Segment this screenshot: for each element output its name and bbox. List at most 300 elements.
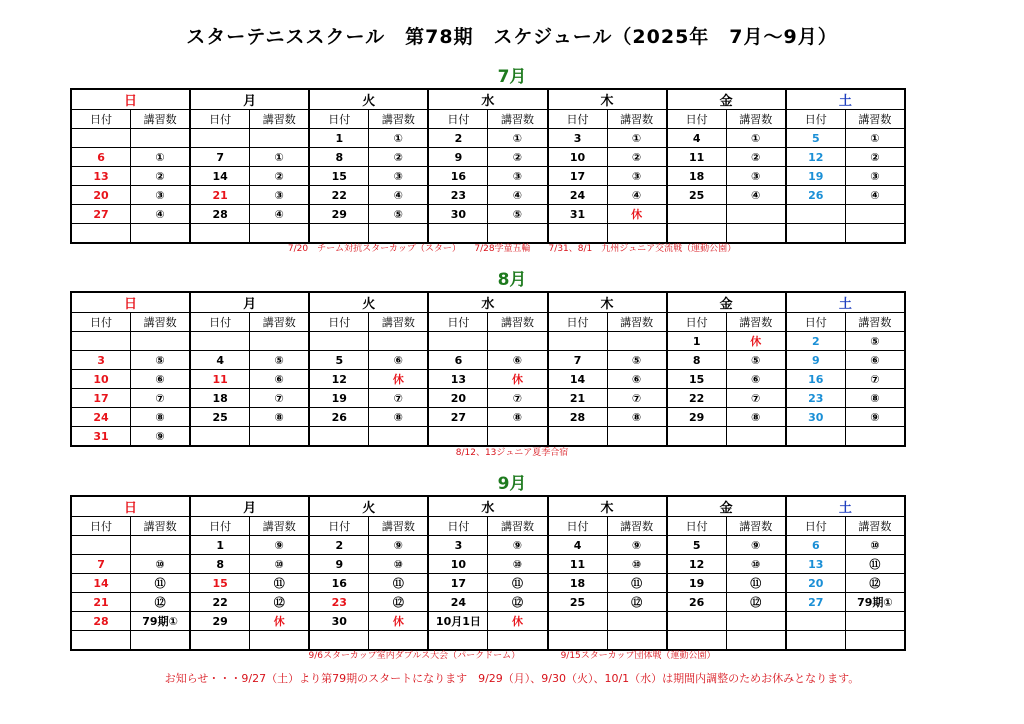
date-cell <box>309 427 369 447</box>
date-cell <box>428 332 488 351</box>
count-column-header: 講習数 <box>726 110 786 129</box>
weekday-wed: 水 <box>428 292 547 313</box>
lesson-count-cell: ⑪ <box>607 574 667 593</box>
calendar-august <box>70 291 906 447</box>
lesson-count-cell: ① <box>488 129 548 148</box>
date-column-header: 日付 <box>786 517 846 536</box>
calendar-september <box>70 495 906 651</box>
week-row <box>71 536 905 555</box>
date-column-header: 日付 <box>71 313 131 332</box>
date-cell: 10 <box>428 555 488 574</box>
lesson-count-cell: ⑧ <box>607 408 667 427</box>
column-header-row <box>71 110 905 129</box>
date-column-header: 日付 <box>667 313 727 332</box>
lesson-count-cell: ② <box>607 148 667 167</box>
weekday-tue: 火 <box>309 89 428 110</box>
lesson-count-cell: ⑧ <box>726 408 786 427</box>
week-row <box>71 555 905 574</box>
date-cell: 19 <box>786 167 846 186</box>
lesson-count-cell: 休 <box>488 370 548 389</box>
date-cell: 18 <box>667 167 727 186</box>
lesson-count-cell: ④ <box>369 186 429 205</box>
lesson-count-cell: ④ <box>607 186 667 205</box>
date-cell: 1 <box>309 129 369 148</box>
lesson-count-cell: ④ <box>726 186 786 205</box>
weekday-wed: 水 <box>428 496 547 517</box>
count-column-header: 講習数 <box>369 313 429 332</box>
date-cell: 7 <box>190 148 250 167</box>
lesson-count-cell: ② <box>845 148 905 167</box>
date-cell: 4 <box>190 351 250 370</box>
date-cell: 22 <box>667 389 727 408</box>
date-cell: 9 <box>428 148 488 167</box>
date-cell: 16 <box>428 167 488 186</box>
date-cell <box>71 536 131 555</box>
date-cell: 29 <box>667 408 727 427</box>
lesson-count-cell <box>845 612 905 631</box>
week-row <box>71 332 905 351</box>
lesson-count-cell: ① <box>845 129 905 148</box>
weekday-fri: 金 <box>667 496 786 517</box>
week-row <box>71 389 905 408</box>
lesson-count-cell: ⑦ <box>250 389 310 408</box>
count-column-header: 講習数 <box>607 110 667 129</box>
lesson-count-cell: ⑤ <box>250 351 310 370</box>
lesson-count-cell: 79期① <box>845 593 905 612</box>
count-column-header: 講習数 <box>726 313 786 332</box>
lesson-count-cell: ① <box>607 129 667 148</box>
date-cell <box>786 612 846 631</box>
week-row <box>71 427 905 447</box>
date-cell: 26 <box>786 186 846 205</box>
date-cell <box>71 332 131 351</box>
date-cell: 23 <box>309 593 369 612</box>
weekday-mon: 月 <box>190 89 309 110</box>
lesson-count-cell <box>250 129 310 148</box>
week-row <box>71 129 905 148</box>
lesson-count-cell: ⑨ <box>488 536 548 555</box>
date-cell: 15 <box>309 167 369 186</box>
lesson-count-cell: 休 <box>369 612 429 631</box>
count-column-header: 講習数 <box>131 313 191 332</box>
date-cell: 23 <box>428 186 488 205</box>
month-title-august: 8月 <box>497 270 527 290</box>
date-cell: 7 <box>548 351 608 370</box>
date-cell: 3 <box>548 129 608 148</box>
date-cell: 1 <box>190 536 250 555</box>
date-cell <box>428 427 488 447</box>
date-cell: 8 <box>667 351 727 370</box>
date-cell: 4 <box>667 129 727 148</box>
lesson-count-cell: ③ <box>369 167 429 186</box>
weekday-thu: 木 <box>548 292 667 313</box>
date-cell: 6 <box>428 351 488 370</box>
date-cell: 28 <box>190 205 250 224</box>
lesson-count-cell: ⑨ <box>607 536 667 555</box>
date-cell: 5 <box>786 129 846 148</box>
date-cell: 27 <box>71 205 131 224</box>
lesson-count-cell: ⑪ <box>250 574 310 593</box>
date-cell: 21 <box>71 593 131 612</box>
date-cell: 16 <box>309 574 369 593</box>
lesson-count-cell <box>607 612 667 631</box>
date-cell <box>667 205 727 224</box>
lesson-count-cell: ⑨ <box>250 536 310 555</box>
count-column-header: 講習数 <box>131 517 191 536</box>
count-column-header: 講習数 <box>250 313 310 332</box>
lesson-count-cell <box>607 427 667 447</box>
week-row <box>71 612 905 631</box>
date-cell: 31 <box>71 427 131 447</box>
lesson-count-cell: ⑩ <box>726 555 786 574</box>
date-cell <box>190 332 250 351</box>
date-cell: 25 <box>190 408 250 427</box>
weekday-fri: 金 <box>667 292 786 313</box>
date-cell: 25 <box>667 186 727 205</box>
date-cell: 14 <box>190 167 250 186</box>
footer-notice: お知らせ・・・9/27（土）より第79期のスタートになります 9/29（月）、9/30（火）、10/1（水）は期間内調整のためお休みとなります。 <box>164 672 860 685</box>
lesson-count-cell: ⑪ <box>845 555 905 574</box>
lesson-count-cell: ⑫ <box>845 574 905 593</box>
lesson-count-cell: ⑫ <box>726 593 786 612</box>
lesson-count-cell: ② <box>250 167 310 186</box>
date-cell <box>309 332 369 351</box>
date-column-header: 日付 <box>428 517 488 536</box>
weekday-mon: 月 <box>190 496 309 517</box>
date-cell: 30 <box>428 205 488 224</box>
date-cell: 27 <box>786 593 846 612</box>
date-column-header: 日付 <box>309 313 369 332</box>
lesson-count-cell: ⑨ <box>369 536 429 555</box>
date-cell <box>190 129 250 148</box>
date-cell: 29 <box>190 612 250 631</box>
week-row <box>71 593 905 612</box>
week-row <box>71 186 905 205</box>
weekday-sat: 土 <box>786 496 905 517</box>
lesson-count-cell: ⑪ <box>131 574 191 593</box>
weekday-thu: 木 <box>548 89 667 110</box>
weekday-header-row <box>71 496 905 517</box>
lesson-count-cell: ② <box>369 148 429 167</box>
lesson-count-cell: ⑪ <box>369 574 429 593</box>
lesson-count-cell: ⑫ <box>607 593 667 612</box>
date-cell: 12 <box>786 148 846 167</box>
date-cell: 27 <box>428 408 488 427</box>
lesson-count-cell: ② <box>488 148 548 167</box>
lesson-count-cell: 休 <box>607 205 667 224</box>
date-cell: 12 <box>667 555 727 574</box>
lesson-count-cell: ⑧ <box>250 408 310 427</box>
lesson-count-cell: ④ <box>488 186 548 205</box>
week-row <box>71 351 905 370</box>
date-cell: 21 <box>548 389 608 408</box>
lesson-count-cell: ⑩ <box>369 555 429 574</box>
lesson-count-cell: ⑫ <box>250 593 310 612</box>
lesson-count-cell: ③ <box>726 167 786 186</box>
lesson-count-cell: ⑤ <box>369 205 429 224</box>
week-row <box>71 205 905 224</box>
lesson-count-cell: ⑥ <box>250 370 310 389</box>
date-cell: 5 <box>667 536 727 555</box>
date-cell: 26 <box>667 593 727 612</box>
date-cell: 17 <box>71 389 131 408</box>
weekday-sat: 土 <box>786 292 905 313</box>
weekday-fri: 金 <box>667 89 786 110</box>
date-cell: 13 <box>71 167 131 186</box>
date-cell <box>786 427 846 447</box>
lesson-count-cell: ③ <box>607 167 667 186</box>
lesson-count-cell: ① <box>726 129 786 148</box>
lesson-count-cell: ⑥ <box>607 370 667 389</box>
weekday-header-row <box>71 292 905 313</box>
date-cell: 6 <box>71 148 131 167</box>
lesson-count-cell: ⑩ <box>250 555 310 574</box>
count-column-header: 講習数 <box>607 313 667 332</box>
date-cell: 30 <box>786 408 846 427</box>
lesson-count-cell <box>131 536 191 555</box>
weekday-thu: 木 <box>548 496 667 517</box>
date-cell: 2 <box>786 332 846 351</box>
lesson-count-cell: ⑩ <box>131 555 191 574</box>
lesson-count-cell: ⑤ <box>726 351 786 370</box>
lesson-count-cell <box>607 332 667 351</box>
lesson-count-cell <box>488 332 548 351</box>
date-cell: 2 <box>428 129 488 148</box>
lesson-count-cell: ⑤ <box>131 351 191 370</box>
lesson-count-cell: ⑩ <box>845 536 905 555</box>
date-cell: 14 <box>71 574 131 593</box>
date-cell: 15 <box>190 574 250 593</box>
date-cell: 11 <box>190 370 250 389</box>
date-cell: 24 <box>428 593 488 612</box>
date-cell: 13 <box>428 370 488 389</box>
lesson-count-cell: ③ <box>845 167 905 186</box>
lesson-count-cell <box>845 427 905 447</box>
date-cell: 30 <box>309 612 369 631</box>
calendar-july <box>70 88 906 244</box>
date-cell: 8 <box>309 148 369 167</box>
date-cell: 20 <box>71 186 131 205</box>
date-cell: 10 <box>71 370 131 389</box>
count-column-header: 講習数 <box>250 517 310 536</box>
page-title: スターテニススクール 第78期 スケジュール（2025年 7月～9月） <box>186 26 838 48</box>
date-cell: 23 <box>786 389 846 408</box>
date-cell: 4 <box>548 536 608 555</box>
date-column-header: 日付 <box>309 517 369 536</box>
lesson-count-cell <box>488 427 548 447</box>
weekday-sun: 日 <box>71 292 190 313</box>
date-cell <box>190 427 250 447</box>
date-cell: 22 <box>190 593 250 612</box>
date-cell: 7 <box>71 555 131 574</box>
count-column-header: 講習数 <box>488 110 548 129</box>
lesson-count-cell: ⑫ <box>369 593 429 612</box>
date-cell: 24 <box>548 186 608 205</box>
date-cell: 10月1日 <box>428 612 488 631</box>
lesson-count-cell: ⑨ <box>845 408 905 427</box>
date-cell: 8 <box>190 555 250 574</box>
lesson-count-cell: ⑨ <box>726 536 786 555</box>
lesson-count-cell <box>845 205 905 224</box>
date-cell: 28 <box>548 408 608 427</box>
weekday-tue: 火 <box>309 292 428 313</box>
count-column-header: 講習数 <box>845 110 905 129</box>
lesson-count-cell: ⑥ <box>131 370 191 389</box>
date-cell: 11 <box>548 555 608 574</box>
lesson-count-cell: ⑤ <box>607 351 667 370</box>
date-column-header: 日付 <box>190 313 250 332</box>
lesson-count-cell: ① <box>131 148 191 167</box>
lesson-count-cell: ③ <box>250 186 310 205</box>
date-cell: 22 <box>309 186 369 205</box>
week-row <box>71 408 905 427</box>
lesson-count-cell: ⑦ <box>131 389 191 408</box>
count-column-header: 講習数 <box>250 110 310 129</box>
date-column-header: 日付 <box>71 517 131 536</box>
lesson-count-cell <box>369 332 429 351</box>
note-august: 8/12、13ジュニア夏季合宿 <box>455 448 569 458</box>
lesson-count-cell: ⑧ <box>488 408 548 427</box>
date-column-header: 日付 <box>548 110 608 129</box>
count-column-header: 講習数 <box>488 313 548 332</box>
lesson-count-cell: ⑥ <box>726 370 786 389</box>
date-cell: 15 <box>667 370 727 389</box>
date-cell <box>548 612 608 631</box>
date-cell: 31 <box>548 205 608 224</box>
weekday-header-row <box>71 89 905 110</box>
week-row <box>71 167 905 186</box>
lesson-count-cell <box>250 427 310 447</box>
lesson-count-cell <box>726 612 786 631</box>
week-row <box>71 148 905 167</box>
count-column-header: 講習数 <box>845 517 905 536</box>
lesson-count-cell: ② <box>726 148 786 167</box>
lesson-count-cell: ⑪ <box>488 574 548 593</box>
date-column-header: 日付 <box>548 517 608 536</box>
lesson-count-cell: ⑦ <box>845 370 905 389</box>
weekday-mon: 月 <box>190 292 309 313</box>
lesson-count-cell: ③ <box>488 167 548 186</box>
date-cell: 24 <box>71 408 131 427</box>
date-cell <box>548 332 608 351</box>
lesson-count-cell: ⑫ <box>131 593 191 612</box>
lesson-count-cell: ⑥ <box>488 351 548 370</box>
lesson-count-cell <box>369 427 429 447</box>
weekday-sun: 日 <box>71 89 190 110</box>
date-cell: 20 <box>786 574 846 593</box>
lesson-count-cell: ④ <box>131 205 191 224</box>
date-column-header: 日付 <box>71 110 131 129</box>
lesson-count-cell: ⑦ <box>607 389 667 408</box>
date-cell: 2 <box>309 536 369 555</box>
date-cell <box>667 612 727 631</box>
date-column-header: 日付 <box>428 313 488 332</box>
date-cell: 17 <box>428 574 488 593</box>
week-row <box>71 370 905 389</box>
date-cell: 14 <box>548 370 608 389</box>
count-column-header: 講習数 <box>488 517 548 536</box>
lesson-count-cell: ⑦ <box>488 389 548 408</box>
date-cell: 13 <box>786 555 846 574</box>
lesson-count-cell: ① <box>369 129 429 148</box>
date-column-header: 日付 <box>667 110 727 129</box>
lesson-count-cell: ⑩ <box>607 555 667 574</box>
date-cell: 5 <box>309 351 369 370</box>
lesson-count-cell: ⑥ <box>369 351 429 370</box>
date-cell: 11 <box>667 148 727 167</box>
lesson-count-cell: 休 <box>488 612 548 631</box>
lesson-count-cell: ⑨ <box>131 427 191 447</box>
date-cell: 21 <box>190 186 250 205</box>
column-header-row <box>71 313 905 332</box>
lesson-count-cell <box>726 427 786 447</box>
lesson-count-cell: ⑥ <box>845 351 905 370</box>
lesson-count-cell: ⑤ <box>845 332 905 351</box>
weekday-sat: 土 <box>786 89 905 110</box>
lesson-count-cell: ⑪ <box>726 574 786 593</box>
lesson-count-cell: ⑧ <box>131 408 191 427</box>
note-september: 9/6スターカップ室内ダブルス大会（パークドーム） 9/15スターカップ団体戦（運動公園） <box>308 651 716 661</box>
lesson-count-cell: ① <box>250 148 310 167</box>
lesson-count-cell: ③ <box>131 186 191 205</box>
date-cell: 1 <box>667 332 727 351</box>
weekday-tue: 火 <box>309 496 428 517</box>
weekday-wed: 水 <box>428 89 547 110</box>
lesson-count-cell: ⑧ <box>845 389 905 408</box>
date-cell: 28 <box>71 612 131 631</box>
lesson-count-cell: ⑦ <box>726 389 786 408</box>
date-cell: 6 <box>786 536 846 555</box>
lesson-count-cell <box>131 129 191 148</box>
date-cell: 9 <box>309 555 369 574</box>
date-column-header: 日付 <box>190 110 250 129</box>
count-column-header: 講習数 <box>845 313 905 332</box>
lesson-count-cell <box>131 332 191 351</box>
date-cell: 16 <box>786 370 846 389</box>
lesson-count-cell: 休 <box>369 370 429 389</box>
date-column-header: 日付 <box>548 313 608 332</box>
date-cell: 19 <box>309 389 369 408</box>
lesson-count-cell: ⑦ <box>369 389 429 408</box>
date-cell: 18 <box>190 389 250 408</box>
date-cell: 25 <box>548 593 608 612</box>
date-cell <box>71 129 131 148</box>
date-cell: 3 <box>428 536 488 555</box>
date-cell: 18 <box>548 574 608 593</box>
lesson-count-cell: 休 <box>250 612 310 631</box>
date-cell <box>548 427 608 447</box>
date-cell: 12 <box>309 370 369 389</box>
month-title-september: 9月 <box>497 474 527 494</box>
weekday-sun: 日 <box>71 496 190 517</box>
date-cell: 19 <box>667 574 727 593</box>
date-column-header: 日付 <box>786 110 846 129</box>
lesson-count-cell: ⑧ <box>369 408 429 427</box>
lesson-count-cell: ⑫ <box>488 593 548 612</box>
lesson-count-cell: ④ <box>845 186 905 205</box>
date-column-header: 日付 <box>786 313 846 332</box>
date-cell: 17 <box>548 167 608 186</box>
date-cell <box>667 427 727 447</box>
date-cell: 3 <box>71 351 131 370</box>
column-header-row <box>71 517 905 536</box>
lesson-count-cell: ⑤ <box>488 205 548 224</box>
date-cell: 10 <box>548 148 608 167</box>
lesson-count-cell: 休 <box>726 332 786 351</box>
lesson-count-cell: ④ <box>250 205 310 224</box>
date-cell: 29 <box>309 205 369 224</box>
date-column-header: 日付 <box>309 110 369 129</box>
